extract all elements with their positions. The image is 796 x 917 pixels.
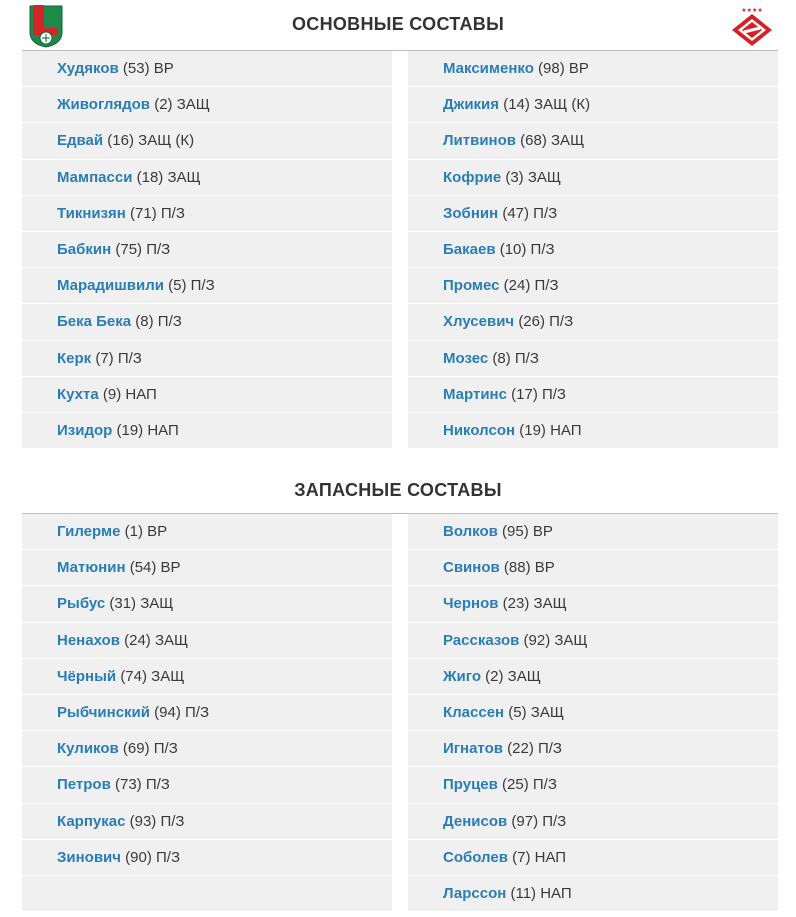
away-starting-list	[408, 51, 778, 449]
player-row	[408, 304, 778, 339]
player-name-link[interactable]: Литвинов	[443, 132, 516, 150]
player-number-position: (22) П/З	[507, 740, 562, 758]
player-number-position: (25) П/З	[502, 776, 557, 794]
player-number-position: (17) П/З	[511, 385, 566, 403]
player-name-link[interactable]: Ларссон	[443, 884, 507, 902]
player-number-position: (16) ЗАЩ (К)	[107, 132, 195, 150]
player-row	[22, 268, 392, 303]
player-row	[408, 767, 778, 802]
player-row	[22, 514, 392, 549]
player-name-link[interactable]: Кофрие	[443, 168, 502, 186]
player-name-link[interactable]: Матюнин	[57, 559, 126, 577]
player-name-link[interactable]: Пруцев	[443, 776, 498, 794]
player-number-position: (73) П/З	[115, 776, 170, 794]
player-number-position: (93) П/З	[129, 812, 185, 830]
player-row	[22, 123, 392, 158]
player-number-position: (53) ВР	[122, 60, 174, 77]
svg-text:★★★★: ★★★★	[741, 7, 763, 14]
player-number-position: (88) ВР	[503, 559, 555, 577]
player-row	[408, 51, 778, 86]
player-row	[22, 51, 392, 86]
home-substitutes-list	[22, 514, 392, 912]
player-row	[22, 232, 392, 267]
player-row	[22, 304, 392, 339]
player-row	[408, 341, 778, 376]
player-name-link[interactable]: Зинович	[57, 848, 121, 866]
player-number-position: (7) НАП	[512, 848, 567, 866]
player-row	[22, 804, 392, 839]
player-row	[408, 550, 778, 585]
player-number-position: (69) П/З	[122, 740, 178, 758]
player-row	[22, 695, 392, 730]
player-row	[22, 377, 392, 412]
home-starting-list	[22, 51, 392, 449]
player-number-position: (71) П/З	[130, 204, 185, 222]
player-row	[408, 268, 778, 303]
player-row	[408, 196, 778, 231]
player-number-position: (8) П/З	[492, 349, 539, 367]
substitutes-title: ЗАПАСНЫЕ СОСТАВЫ	[294, 480, 502, 500]
player-row	[22, 840, 392, 875]
player-name-link[interactable]: Едвай	[57, 132, 104, 150]
player-row	[408, 87, 778, 122]
player-row	[408, 876, 778, 911]
player-name-link[interactable]: Классен	[443, 703, 505, 721]
player-row	[408, 377, 778, 412]
player-number-position: (74) ЗАЩ	[120, 667, 185, 685]
player-number-position: (92) ЗАЩ	[523, 631, 588, 649]
player-number-position: (18) ЗАЩ	[136, 168, 201, 186]
player-number-position: (68) ЗАЩ	[520, 132, 585, 150]
player-number-position: (5) ЗАЩ	[508, 703, 564, 721]
player-row	[408, 840, 778, 875]
player-name-link[interactable]: Джикия	[443, 96, 500, 114]
player-number-position: (54) ВР	[129, 559, 181, 577]
player-name-link[interactable]: Рыбчинский	[57, 703, 150, 721]
player-name-link[interactable]: Изидор	[57, 421, 113, 439]
player-name-link[interactable]: Мампасси	[57, 168, 133, 186]
player-name-link[interactable]: Марадишвили	[57, 277, 164, 295]
player-row	[408, 731, 778, 766]
player-row	[22, 550, 392, 585]
player-row	[408, 160, 778, 195]
player-name-link[interactable]: Куликов	[57, 740, 119, 758]
player-number-position: (5) П/З	[168, 277, 215, 295]
player-name-link[interactable]: Бабкин	[57, 240, 112, 258]
player-row	[22, 413, 392, 448]
player-row	[22, 160, 392, 195]
player-name-link[interactable]: Денисов	[443, 812, 508, 830]
player-number-position: (19) НАП	[116, 421, 179, 439]
player-name-link[interactable]: Волков	[443, 523, 498, 540]
player-number-position: (7) П/З	[95, 349, 142, 367]
player-row	[22, 659, 392, 694]
player-number-position: (94) П/З	[154, 703, 210, 721]
player-number-position: (47) П/З	[502, 204, 558, 222]
player-number-position: (24) ЗАЩ	[124, 631, 189, 649]
player-name-link[interactable]: Рассказов	[443, 631, 520, 649]
player-row	[22, 586, 392, 621]
player-number-position: (97) П/З	[511, 812, 567, 830]
starting-lineups-title: ОСНОВНЫЕ СОСТАВЫ	[291, 14, 504, 34]
player-row	[22, 876, 392, 911]
player-row	[408, 586, 778, 621]
player-number-position: (19) НАП	[519, 421, 582, 439]
player-row	[22, 87, 392, 122]
player-number-position: (11) НАП	[510, 884, 572, 902]
player-name-link[interactable]: Карпукас	[57, 812, 126, 830]
player-number-position: (24) П/З	[503, 277, 559, 295]
player-number-position: (1) ВР	[124, 523, 168, 540]
player-name-link[interactable]: Максименко	[443, 60, 534, 77]
player-name-link[interactable]: Игнатов	[443, 740, 503, 758]
player-row	[408, 232, 778, 267]
player-name-link[interactable]: Свинов	[443, 559, 500, 577]
player-number-position: (26) П/З	[518, 313, 574, 331]
player-row	[408, 659, 778, 694]
player-name-link[interactable]: Ненахов	[57, 631, 120, 649]
player-number-position: (2) ЗАЩ	[485, 667, 541, 685]
player-name-link[interactable]: Мозес	[443, 349, 489, 367]
player-number-position: (14) ЗАЩ (К)	[503, 96, 591, 114]
player-name-link[interactable]: Керк	[57, 349, 92, 367]
player-number-position: (9) НАП	[102, 385, 157, 403]
player-number-position: (31) ЗАЩ	[109, 595, 174, 613]
player-number-position: (8) П/З	[135, 313, 182, 331]
player-name-link[interactable]: Чёрный	[57, 667, 117, 685]
player-name-link[interactable]: Бека Бека	[57, 313, 132, 331]
player-number-position: (75) П/З	[115, 240, 171, 258]
player-number-position: (3) ЗАЩ	[505, 168, 561, 186]
player-row	[408, 695, 778, 730]
player-row	[408, 804, 778, 839]
player-name-link[interactable]: Чернов	[443, 595, 499, 613]
away-substitutes-list	[408, 514, 778, 912]
player-name-link[interactable]: Рыбус	[57, 595, 106, 613]
player-name-link[interactable]: Тикнизян	[57, 204, 126, 222]
player-row	[408, 123, 778, 158]
player-name-link[interactable]: Худяков	[57, 60, 119, 77]
player-row	[22, 767, 392, 802]
player-name-link[interactable]: Соболев	[443, 848, 508, 866]
player-row	[408, 413, 778, 448]
player-name-link[interactable]: Петров	[57, 776, 111, 794]
player-row	[22, 731, 392, 766]
player-name-link[interactable]: Гилерме	[57, 523, 121, 540]
player-name-link[interactable]: Кухта	[57, 385, 99, 403]
player-row	[408, 623, 778, 658]
player-row	[408, 514, 778, 549]
player-name-link[interactable]: Зобнин	[443, 204, 499, 222]
player-number-position: (95) ВР	[502, 523, 553, 540]
player-name-link[interactable]: Николсон	[443, 421, 516, 439]
player-name-link[interactable]: Хлусевич	[443, 313, 515, 331]
player-number-position: (10) П/З	[499, 240, 555, 258]
player-row	[22, 196, 392, 231]
player-number-position: (98) ВР	[538, 60, 589, 77]
player-name-link[interactable]: Промес	[443, 277, 500, 295]
player-row	[22, 341, 392, 376]
player-number-position: (23) ЗАЩ	[502, 595, 567, 613]
player-name-link[interactable]: Живоглядов	[57, 96, 151, 114]
player-name-link[interactable]: Жиго	[443, 667, 481, 685]
player-number-position: (2) ЗАЩ	[154, 96, 210, 114]
player-name-link[interactable]: Бакаев	[443, 240, 496, 258]
player-number-position: (90) П/З	[125, 848, 181, 866]
player-name-link[interactable]: Мартинс	[443, 385, 507, 403]
player-row	[22, 623, 392, 658]
